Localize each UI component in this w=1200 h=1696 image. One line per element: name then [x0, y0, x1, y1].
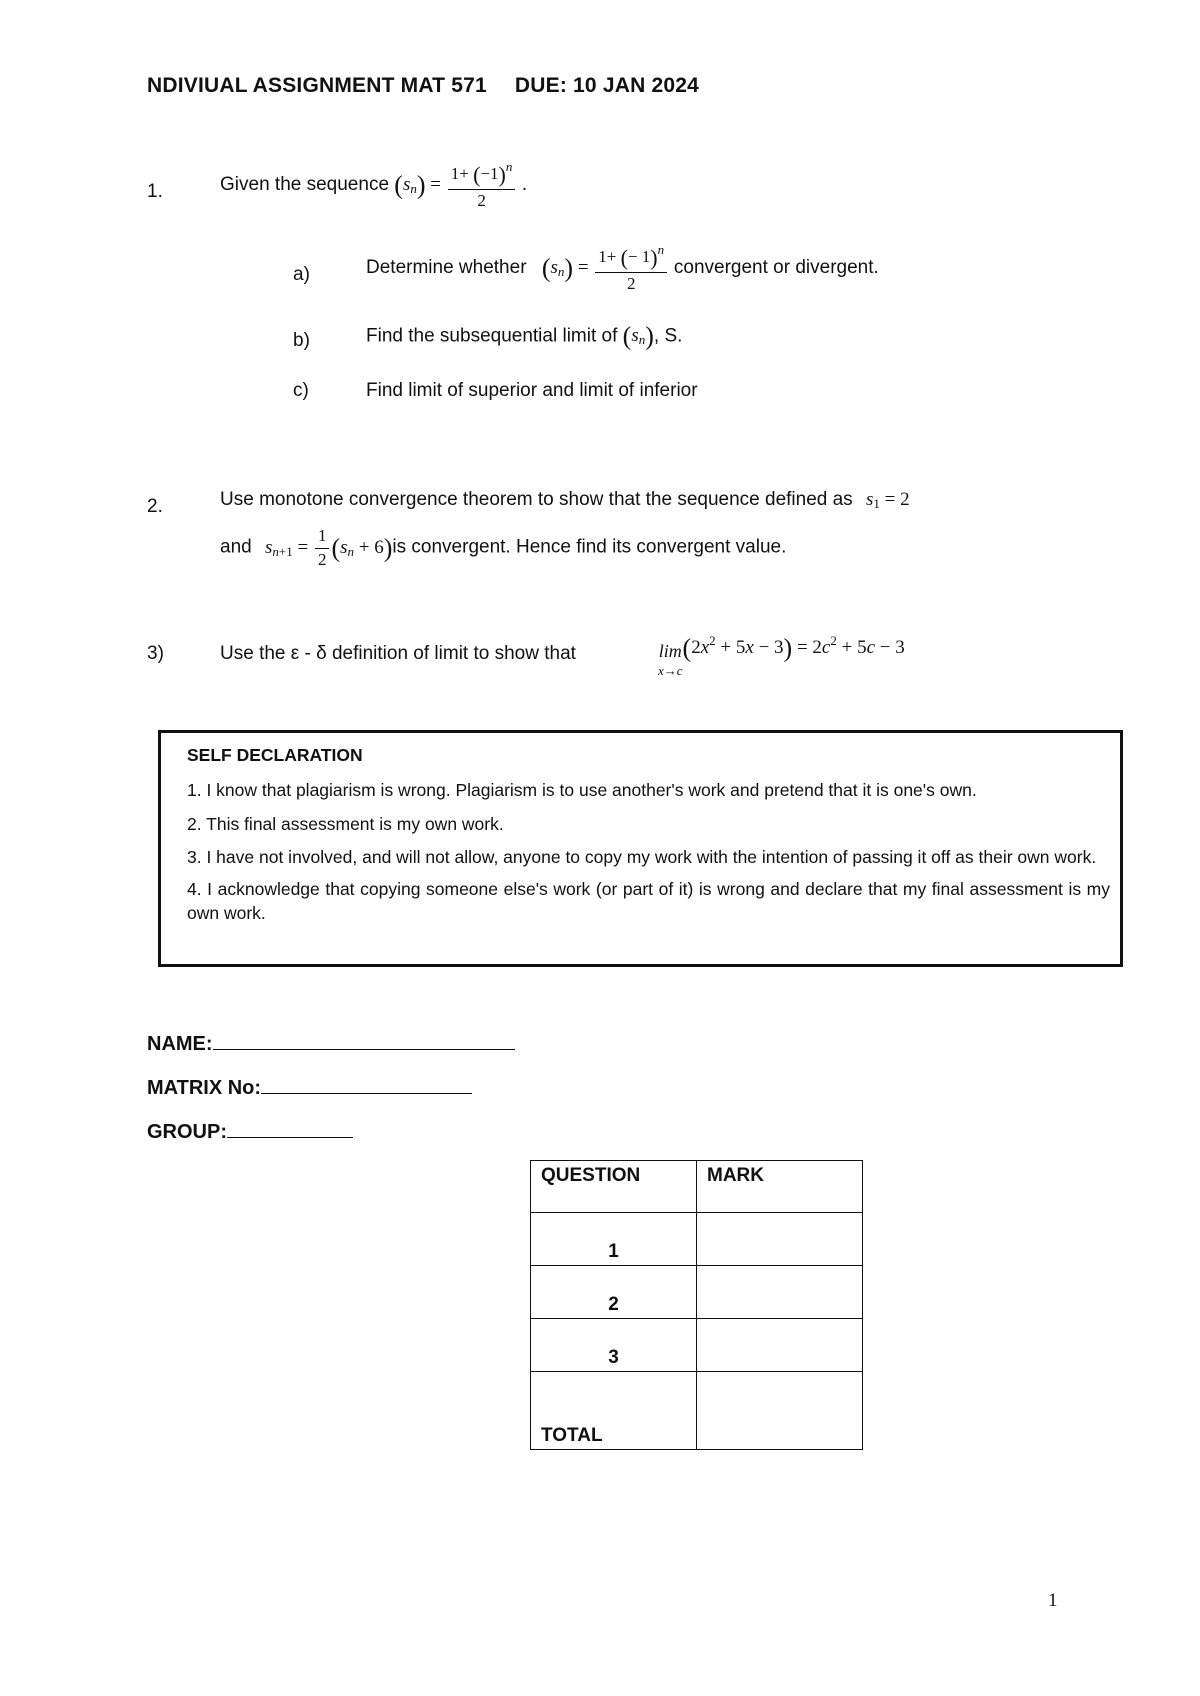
table-row — [531, 1319, 863, 1372]
due-date: DUE: 10 JAN 2024 — [514, 74, 700, 97]
mark-header: MARK — [697, 1161, 863, 1213]
declaration-item: 3. I have not involved, and will not allow, anyone to copy my work with the intention of passing it off as their own work. — [187, 847, 1097, 868]
q2-number: 2. — [147, 496, 163, 517]
name-blank[interactable] — [213, 1031, 515, 1050]
total-mark-cell[interactable] — [697, 1372, 863, 1450]
declaration-item: 4. I acknowledge that copying someone else's work (or part of it) is wrong and declare that my final assessment is my own work. — [187, 878, 1110, 923]
q1-intro-text: Given the sequence — [220, 173, 390, 195]
q1b-tail: , S. — [653, 325, 683, 347]
name-label: NAME: — [147, 1033, 213, 1055]
q1b — [366, 324, 682, 350]
name-field — [147, 1031, 515, 1056]
q2-recurrence: sn+1 = $\frac{1}{2}$ (sn + 6) — [264, 526, 393, 569]
q1-number: 1. — [147, 181, 163, 202]
page-number: 1 — [1048, 1590, 1058, 1611]
declaration-heading: SELF DECLARATION — [187, 745, 363, 765]
q2-line2 — [220, 527, 786, 569]
group-field — [147, 1119, 353, 1144]
q3-number: 3) — [147, 643, 164, 664]
mark-cell[interactable] — [697, 1266, 863, 1319]
mark-cell[interactable] — [697, 1319, 863, 1372]
q1a-formula: (sn) = $\frac{1+ (- 1)^n}{2}$ — [542, 257, 674, 278]
q3-limit-formula: lim x→c $(2x^2 + 5x - 3) = 2c^2 + 5c - 3$ — [658, 633, 905, 678]
page-title — [147, 74, 699, 98]
q1-intro — [220, 160, 527, 211]
q2-line1-text: Use monotone convergence theorem to show that the sequence defined as — [220, 489, 853, 510]
q1a — [293, 243, 879, 294]
q2-line1 — [220, 490, 910, 510]
group-blank[interactable] — [227, 1119, 353, 1138]
q2-and: and — [220, 536, 252, 558]
self-declaration-box — [158, 730, 1123, 967]
matrix-blank[interactable] — [261, 1075, 472, 1094]
matrix-field — [147, 1075, 472, 1100]
group-label: GROUP: — [147, 1121, 227, 1143]
q1a-label: a) — [293, 264, 310, 285]
q1b-text: Find the subsequential limit of — [366, 325, 618, 347]
declaration-item: 1. I know that plagiarism is wrong. Plagiarism is to use another's work and pretend that it is one's own. — [187, 780, 977, 800]
q1b-label: b) — [293, 330, 310, 351]
total-label: TOTAL — [531, 1372, 697, 1450]
question-number: 1 — [531, 1213, 697, 1266]
question-header: QUESTION — [531, 1161, 697, 1213]
q1c-text: Find limit of superior and limit of inferior — [366, 380, 698, 401]
q2-tail: is convergent. Hence find its convergent value. — [392, 536, 787, 558]
q2-initial-term: s1 = 2 — [865, 489, 910, 511]
table-row — [531, 1266, 863, 1319]
q1a-text: Determine whether — [366, 256, 527, 278]
q1c-label: c) — [293, 380, 309, 401]
q1a-tail: convergent or divergent. — [673, 256, 879, 278]
table-row — [531, 1213, 863, 1266]
question-number: 2 — [531, 1266, 697, 1319]
total-row — [531, 1372, 863, 1450]
declaration-item: 2. This final assessment is my own work. — [187, 813, 504, 834]
q1-sequence-formula: (sn) = $\frac{1+ (-1)^n}{2}$ . — [394, 159, 527, 211]
assignment-title: NDIVIUAL ASSIGNMENT MAT 571 — [147, 74, 487, 97]
question-number: 3 — [531, 1319, 697, 1372]
mark-cell[interactable] — [697, 1213, 863, 1266]
matrix-label: MATRIX No: — [147, 1077, 262, 1099]
marks-table — [530, 1160, 863, 1450]
q3-text: Use the ε - δ definition of limit to show that — [220, 643, 576, 664]
q1b-formula: (sn) — [622, 322, 654, 351]
table-header-row — [531, 1161, 863, 1213]
